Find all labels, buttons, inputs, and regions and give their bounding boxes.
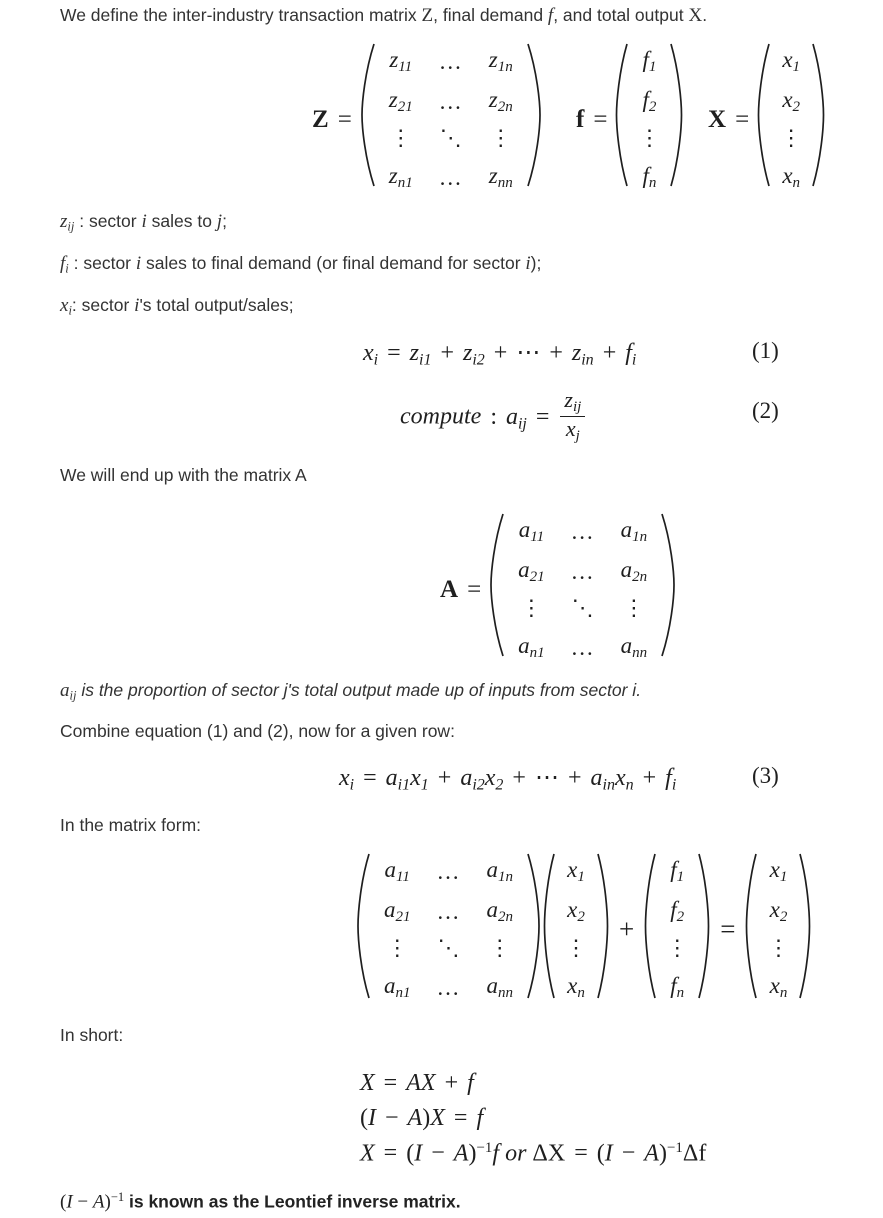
eq1-plus3: +: [543, 340, 569, 366]
leontief-I: I: [66, 1191, 73, 1213]
definition-text-2: sales to: [146, 211, 217, 231]
matrix-equation-result-table: [758, 852, 798, 1008]
left-paren-A: [488, 512, 505, 668]
matrix-cell: z21: [388, 86, 413, 116]
matrix-cell-vdots: ⋮: [638, 124, 661, 150]
sf2-X: X: [430, 1105, 445, 1131]
eq2-fraction: [560, 388, 585, 444]
matrix-equals-A: =: [467, 575, 482, 603]
left-paren-X: [756, 42, 771, 198]
equation-2: [400, 387, 587, 446]
eq1-term3: zin: [571, 340, 594, 369]
sf2-minus: −: [379, 1105, 405, 1131]
matrix-equation-equals: =: [720, 914, 736, 945]
matrix-equation-result: [744, 852, 812, 1008]
intro-var-X: X: [688, 5, 703, 26]
matrix-row: [556, 968, 596, 1008]
matrix-cell: a2n: [486, 896, 513, 926]
sf2-f: f: [476, 1105, 484, 1131]
matrix-cell-vdots: ⋮: [520, 594, 543, 620]
eq1-term2: zi2: [463, 340, 485, 369]
matrix-row: [556, 892, 596, 932]
matrix-cell: a1n: [486, 857, 513, 886]
matrix-cell: fn: [670, 973, 685, 1002]
eq3-cdots: ⋯: [534, 765, 559, 791]
matrix-cell: xn: [567, 973, 585, 1002]
sf3-I-2: I: [604, 1140, 613, 1167]
definition-x: [60, 294, 294, 319]
matrix-cell-ddots: ⋱: [437, 934, 460, 960]
sf3-close-paren: ): [468, 1140, 477, 1167]
right-paren-eq-X: [596, 852, 610, 1008]
matrix-row: [376, 82, 526, 122]
matrix-cell: z11: [389, 47, 413, 76]
sf3-open-paren-2: (: [596, 1140, 605, 1167]
matrix-cell-hdots: …: [436, 974, 461, 1000]
matrix-cell: an1: [518, 633, 545, 662]
eq2-colon: :: [484, 403, 503, 430]
matrix-cell: fn: [642, 163, 657, 192]
matrix-cell-hdots: …: [436, 898, 461, 924]
matrix-row: [505, 628, 660, 668]
matrix-cell-hdots: …: [438, 48, 463, 74]
matrix-cell: f2: [670, 896, 685, 926]
eq1-lhs: xi: [363, 340, 379, 369]
matrix-equation-f-table: [657, 852, 697, 1008]
matrix-cell: a1n: [620, 517, 648, 546]
matrix-cell: an1: [384, 973, 411, 1002]
matrix-equation-f: [643, 852, 711, 1008]
definition-italic-j: j: [216, 211, 223, 232]
vector-X-table: [771, 42, 811, 198]
right-paren-eq-result: [798, 852, 812, 1008]
matrix-row: [371, 892, 526, 932]
matrix-cell: xn: [769, 973, 788, 1002]
eq2-lhs: aij: [505, 403, 527, 433]
eq3-term4: fi: [665, 765, 677, 794]
intro-text-mid2: , and total output: [553, 5, 689, 25]
eq1-plus2: +: [487, 340, 514, 366]
intro-var-f: f: [547, 5, 554, 26]
sf2-equals: =: [447, 1105, 474, 1131]
matrix-row: [629, 158, 669, 198]
matrix-row: [371, 852, 526, 892]
equation-number-2: (2): [752, 398, 779, 423]
equation-3: [339, 763, 676, 794]
left-paren-eq-A: [355, 852, 371, 1008]
eq2-word-compute: compute: [400, 403, 482, 430]
intro-text-mid1: , final demand: [433, 5, 548, 25]
eq2-equals: =: [529, 403, 556, 430]
left-paren-f: [614, 42, 629, 198]
sf2-close-paren: ): [422, 1105, 431, 1131]
matrix-row: [556, 932, 596, 968]
sf3-I: I: [414, 1140, 423, 1167]
in-short-paragraph: In short:: [60, 1025, 124, 1045]
definition-italic-i: i: [134, 295, 140, 316]
sf1-plus: +: [438, 1070, 465, 1096]
matrix-cell-vdots: ⋮: [389, 124, 412, 150]
matrix-cell: f2: [642, 86, 657, 116]
matrix-row: [629, 122, 669, 158]
definition-text-3: );: [530, 253, 542, 273]
vector-f-table: [629, 42, 669, 198]
matrix-cell-vdots: ⋮: [386, 934, 409, 960]
matrix-equation-X-table: [556, 852, 596, 1008]
leontief-A: A: [92, 1191, 105, 1213]
matrix-row: [758, 852, 798, 892]
matrix-a-intro: We will end up with the matrix A: [60, 465, 307, 485]
leontief-exponent: −1: [110, 1190, 125, 1204]
eq3-plus1: +: [431, 765, 458, 791]
sf3-A: A: [453, 1140, 469, 1167]
sf3-or: or: [499, 1140, 533, 1167]
matrix-cell-hdots: …: [570, 518, 595, 544]
definition-text-2: 's total output/sales;: [139, 295, 294, 315]
matrix-cell: a2n: [620, 556, 648, 586]
matrix-row: [758, 968, 798, 1008]
sf3-delta-f: Δf: [682, 1140, 707, 1167]
matrix-cell-vdots: ⋮: [666, 934, 689, 960]
matrix-equation-A-table: [371, 852, 526, 1008]
matrix-row: [629, 42, 669, 82]
matrix-group-X: [708, 42, 826, 198]
matrix-cell: z2n: [488, 86, 513, 116]
short-form-line-1: [360, 1070, 474, 1097]
sf2-A: A: [407, 1105, 423, 1131]
matrix-label-X: X: [708, 105, 727, 133]
equation-1: [363, 338, 636, 369]
leontief-close-paren: ): [104, 1191, 111, 1213]
eq3-term3: ainxn: [590, 765, 634, 794]
eq3-equals: =: [357, 765, 383, 791]
definition-f: [60, 252, 541, 277]
matrix-cell: a11: [384, 857, 410, 886]
matrix-row: [771, 122, 811, 158]
sf2-I: I: [368, 1105, 376, 1131]
matrix-cell: x1: [782, 47, 801, 76]
definition-italic-i: i: [135, 253, 142, 274]
matrix-row: [505, 552, 660, 592]
matrix-row: [371, 968, 526, 1008]
matrix-row: [758, 932, 798, 968]
matrix-cell: x2: [769, 896, 788, 926]
matrix-cell-vdots: ⋮: [767, 934, 790, 960]
intro-text-pre: We define the inter-industry transaction matrix: [60, 5, 422, 25]
matrix-cell-hdots: …: [438, 164, 463, 190]
leontief-conclusion: [60, 1190, 461, 1214]
matrix-form-paragraph: In the matrix form:: [60, 815, 202, 835]
eq1-term4: fi: [625, 340, 637, 369]
matrix-label-A: A: [440, 575, 459, 603]
sf2-open-paren: (: [360, 1105, 368, 1131]
matrix-equation-X: [542, 852, 610, 1008]
matrix-row: [657, 852, 697, 892]
matrix-group-f: [576, 42, 684, 198]
matrix-cell: x2: [782, 86, 801, 116]
definition-symbol: $x_i$: [60, 295, 72, 318]
equation-number-1: (1): [752, 338, 779, 363]
leontief-open-paren: (: [60, 1191, 67, 1213]
sf3-exponent-2: −1: [666, 1140, 683, 1156]
matrix-cell-vdots: ⋮: [622, 594, 645, 620]
matrix-row: [556, 852, 596, 892]
matrix-label-Z: Z: [312, 105, 329, 133]
eq1-term1: zi1: [409, 340, 432, 369]
matrix-cell: a21: [518, 556, 545, 586]
eq3-term2: ai2x2: [460, 765, 504, 794]
matrix-equals-X: =: [735, 105, 750, 133]
matrix-row: [657, 968, 697, 1008]
matrix-cell-ddots: ⋱: [439, 124, 462, 150]
eq2-numerator: zij: [564, 387, 582, 415]
definition-italic-i2: i: [525, 253, 531, 274]
definition-text-2: sales to final demand (or final demand for sector: [141, 253, 526, 273]
eq1-equals: =: [381, 340, 407, 366]
eq3-plus2: +: [506, 765, 532, 791]
matrix-cell: x1: [769, 857, 788, 886]
matrix-cell: f1: [670, 857, 685, 886]
matrix-cell: ann: [620, 633, 648, 662]
leontief-minus: −: [72, 1191, 93, 1213]
matrix-equation-group: [355, 852, 812, 1008]
matrix-cell: z1n: [488, 47, 513, 76]
matrix-row: [771, 158, 811, 198]
sf3-X: X: [360, 1140, 375, 1167]
eq3-lhs: xi: [339, 765, 355, 794]
sf3-delta-X: ΔX: [532, 1140, 566, 1167]
matrix-equation-plus: +: [619, 914, 635, 945]
matrix-cell-vdots: ⋮: [565, 934, 587, 960]
matrix-label-f: f: [576, 105, 585, 133]
matrix-equation-A: [355, 852, 542, 1008]
eq3-term1: ai1x1: [385, 765, 429, 794]
sf1-f: f: [467, 1070, 474, 1096]
matrix-cell-vdots: ⋮: [780, 124, 803, 150]
matrix-cell: zn1: [388, 163, 413, 192]
matrix-row: [376, 158, 526, 198]
sf1-equals: =: [377, 1070, 404, 1096]
vector-f-parenthesized: [614, 42, 684, 198]
matrix-row: [505, 512, 660, 552]
matrix-row: [771, 82, 811, 122]
definition-text: : sector: [71, 295, 135, 315]
a-ij-meaning: [60, 679, 641, 704]
matrix-cell-vdots: ⋮: [489, 124, 512, 150]
matrix-group-Z: [312, 42, 543, 198]
matrix-row: [657, 932, 697, 968]
matrix-equals-Z: =: [337, 105, 352, 133]
intro-paragraph: [60, 4, 707, 28]
a-ij-symbol: $a_{ij}$: [60, 680, 77, 703]
definition-symbol: $z_{ij}$: [60, 211, 75, 234]
eq3-plus4: +: [636, 765, 663, 791]
right-paren-f: [669, 42, 684, 198]
intro-var-Z: Z: [421, 5, 434, 26]
sf3-minus-2: −: [615, 1140, 642, 1167]
short-form-line-2: [360, 1105, 483, 1132]
left-paren-eq-result: [744, 852, 758, 1008]
left-paren-eq-f: [643, 852, 657, 1008]
matrix-cell-hdots: …: [438, 88, 463, 114]
matrix-row: [376, 42, 526, 82]
matrix-cell: znn: [488, 163, 513, 192]
definition-text: : sector: [74, 211, 142, 231]
a-ij-meaning-text: is the proportion of sector j's total output made up of inputs from sector i.: [76, 680, 642, 700]
matrix-cell-hdots: …: [436, 858, 461, 884]
matrix-row: [657, 892, 697, 932]
leontief-text: is known as the Leontief inverse matrix.: [124, 1191, 461, 1212]
matrix-cell-hdots: …: [570, 634, 595, 660]
matrix-A-parenthesized: [488, 512, 677, 668]
matrix-cell: a11: [518, 517, 545, 546]
matrix-row: [758, 892, 798, 932]
matrix-row: [629, 82, 669, 122]
sf1-X: X: [360, 1070, 375, 1096]
sf3-close-paren-2: ): [658, 1140, 667, 1167]
matrix-equals-f: =: [593, 105, 608, 133]
short-form-line-3: [360, 1140, 706, 1167]
matrix-Z-table: [376, 42, 526, 198]
matrix-row: [505, 592, 660, 628]
definition-text: : sector: [68, 253, 136, 273]
definition-italic-i: i: [141, 211, 147, 232]
right-paren-X: [811, 42, 826, 198]
right-paren-A: [660, 512, 677, 668]
matrix-Z-parenthesized: [359, 42, 543, 198]
right-paren-eq-f: [697, 852, 711, 1008]
sf3-equals: =: [377, 1140, 404, 1167]
sf3-A-2: A: [644, 1140, 659, 1167]
matrix-cell: f1: [642, 47, 657, 76]
combine-paragraph: Combine equation (1) and (2), now for a given row:: [60, 721, 455, 741]
sf3-open-paren: (: [406, 1140, 415, 1167]
sf3-equals-2: =: [568, 1140, 594, 1167]
intro-text-end: .: [702, 5, 708, 25]
matrix-A-table: [505, 512, 660, 668]
matrix-row: [376, 122, 526, 158]
vector-X-parenthesized: [756, 42, 826, 198]
eq1-plus1: +: [434, 340, 460, 366]
sf1-X2: X: [420, 1070, 436, 1096]
matrix-cell: a21: [384, 896, 411, 926]
definition-symbol: $f_i$: [60, 253, 69, 276]
matrix-cell: xn: [782, 163, 801, 192]
sf1-A: A: [406, 1070, 421, 1096]
matrix-row: [371, 932, 526, 968]
matrix-cell-ddots: ⋱: [571, 594, 594, 620]
left-paren-Z: [359, 42, 376, 198]
sf3-f: f: [492, 1140, 500, 1167]
equation-number-3: (3): [752, 763, 779, 788]
eq1-plus4: +: [596, 340, 623, 366]
eq2-denominator: xj: [560, 416, 585, 445]
eq3-plus3: +: [561, 765, 588, 791]
right-paren-eq-A: [526, 852, 542, 1008]
sf3-minus: −: [425, 1140, 451, 1167]
definition-z: [60, 210, 227, 235]
sf3-exponent: −1: [476, 1140, 493, 1156]
matrix-row: [771, 42, 811, 82]
right-paren-Z: [526, 42, 543, 198]
matrix-cell-hdots: …: [570, 558, 595, 584]
matrix-cell: x2: [567, 896, 585, 926]
eq1-cdots: ⋯: [516, 340, 541, 366]
matrix-cell: ann: [486, 973, 513, 1002]
definition-text-3: ;: [222, 211, 227, 231]
matrix-cell-vdots: ⋮: [488, 934, 511, 960]
matrix-group-A: [440, 512, 677, 668]
left-paren-eq-X: [542, 852, 556, 1008]
matrix-cell: x1: [567, 857, 585, 886]
